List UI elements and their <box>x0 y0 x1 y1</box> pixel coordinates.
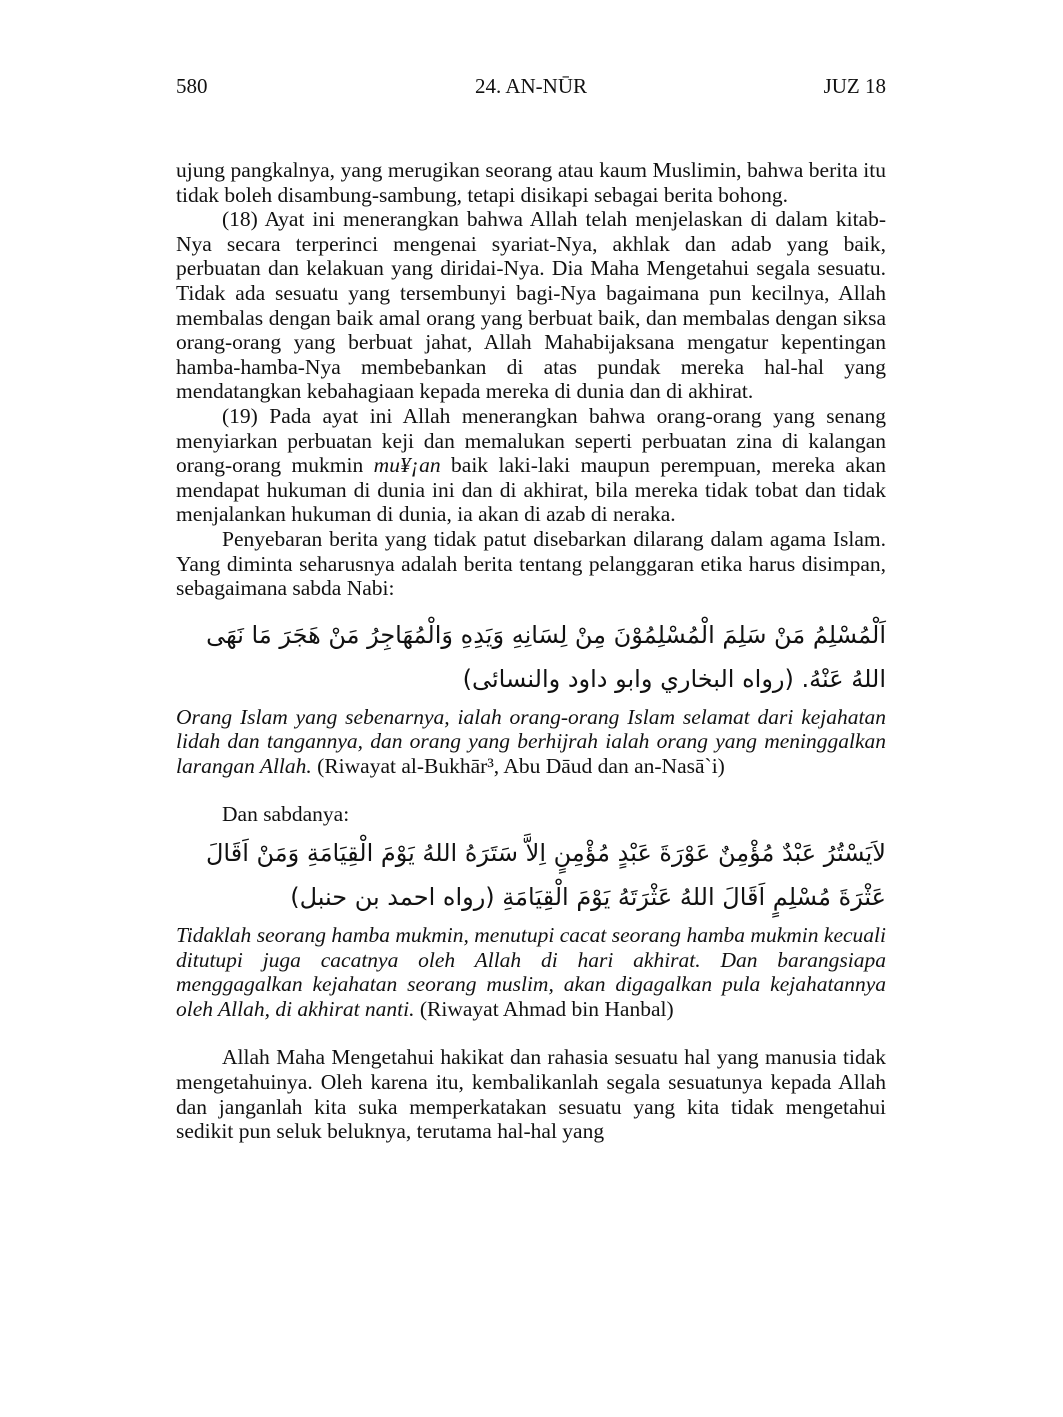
spacer <box>176 1021 886 1045</box>
hadith-2-arabic: لاَيَسْتُرُ عَبْدٌ مُؤْمِنٌ عَوْرَةَ عَبْدٍ مُؤْمِنٍ اِلاَّ سَتَرَهُ اللهُ يَوْمَ الْقِيَامَةِ وَمَنْ اَقَالَ عَثْرَةَ مُسْلِمٍ اَقَالَ اللهُ عَثْرَتَهُ يَوْمَ الْقِيَامَةِ (رواه احمد بن حنبل) <box>205 839 886 912</box>
paragraph-rumor-prohibition: Penyebaran berita yang tidak patut disebarkan dilarang dalam agama Islam. Yang diminta seharusnya adalah berita tentang pelanggaran etika harus disimpan, sebagaimana sabda Nabi: <box>176 526 886 601</box>
paragraph-verse-19-text-a: (19) Pada ayat ini Allah menerangkan bahwa orang-orang yang senang menyiarkan perbuatan keji dan memalukan seperti perbuatan zina di kalangan orang-orang mukmin <box>176 403 886 478</box>
hadith-1-translation <box>176 705 886 779</box>
page-header <box>176 74 886 106</box>
paragraph-continuation: ujung pangkalnya, yang merugikan seorang atau kaum Muslimin, bahwa berita itu tidak boleh disambung-sambung, tetapi disikapi sebagai berita bohong. <box>176 158 886 207</box>
paragraph-verse-18: (18) Ayat ini menerangkan bahwa Allah telah menjelaskan di dalam kitab-Nya secara terperinci mengenai syariat-Nya, akhlak dan adab yang baik, perbuatan dan kelakuan yang diridai-Nya. Dia Maha Mengetahui segala sesuatu. Tidak ada sesuatu yang tersembunyi bagi-Nya bagaimana pun kecilnya, Allah membalas dengan baik amal orang yang berbuat baik, dan membalas dengan siksa orang-orang yang berbuat jahat, Allah Mahabijaksana mengatur kepentingan hamba-hamba-Nya membebankan di atas pundak mereka hal-hal yang mendatangkan kebahagiaan kepada mereka di dunia dan di akhirat. <box>176 207 886 404</box>
hadith-2-narration: (Riwayat Ahmad bin Hanbal) <box>414 996 674 1021</box>
hadith-2-translation <box>176 923 886 1021</box>
paragraph-allah-knows: Allah Maha Mengetahui hakikat dan rahasia sesuatu hal yang manusia tidak mengetahuinya. Oleh karena itu, kembalikanlah segala sesuatunya kepada Allah dan janganlah kita suka memperkatakan sesuatu yang kita tidak mengetahui sedikit pun seluk beluknya, terutama hal-hal yang <box>176 1045 886 1144</box>
paragraph-verse-19 <box>176 404 886 527</box>
paragraph-and-his-saying: Dan sabdanya: <box>222 802 350 827</box>
paragraph-verse-19-text-b: baik laki-laki maupun perempuan, mereka akan mendapat hukuman di dunia ini dan di akhirat, bila mereka tidak tobat dan tidak menjalankan hukuman di dunia, ia akan di azab di neraka. <box>176 453 886 527</box>
page-body <box>176 158 886 1144</box>
juz-label: JUZ 18 <box>823 74 886 98</box>
surah-title: 24. AN-NŪR <box>474 74 587 98</box>
hadith-1-arabic: اَلْمُسْلِمُ مَنْ سَلِمَ الْمُسْلِمُوْنَ مِنْ لِسَانِهِ وَيَدِهِ وَالْمُهَاجِرُ مَنْ هَجَرَ مَا نَهَى اللهُ عَنْهُ. (رواه البخاري وابو داود والنسائى) <box>206 620 886 693</box>
page-number: 580 <box>176 74 208 98</box>
hadith-2-translation-text: Tidaklah seorang hamba mukmin, menutupi cacat seorang hamba mukmin kecuali ditutupi juga cacatnya oleh Allah di hari akhirat. Dan barangsiapa menggagalkan kejahatan seorang muslim, akan digagalkan pula kejahatannya oleh Allah, di akhirat nanti. <box>176 923 886 1021</box>
transliteration-term: mu¥¡an <box>373 453 441 478</box>
hadith-1-translation-text: Orang Islam yang sebenarnya, ialah orang-orang Islam selamat dari kejahatan lidah dan tangannya, dan orang yang berhijrah ialah orang yang meninggalkan larangan Allah. <box>176 704 886 778</box>
hadith-1-narration: (Riwayat al-Bukhār³, Abu Dāud dan an-Nasā`i) <box>311 753 725 778</box>
spacer <box>176 778 886 802</box>
